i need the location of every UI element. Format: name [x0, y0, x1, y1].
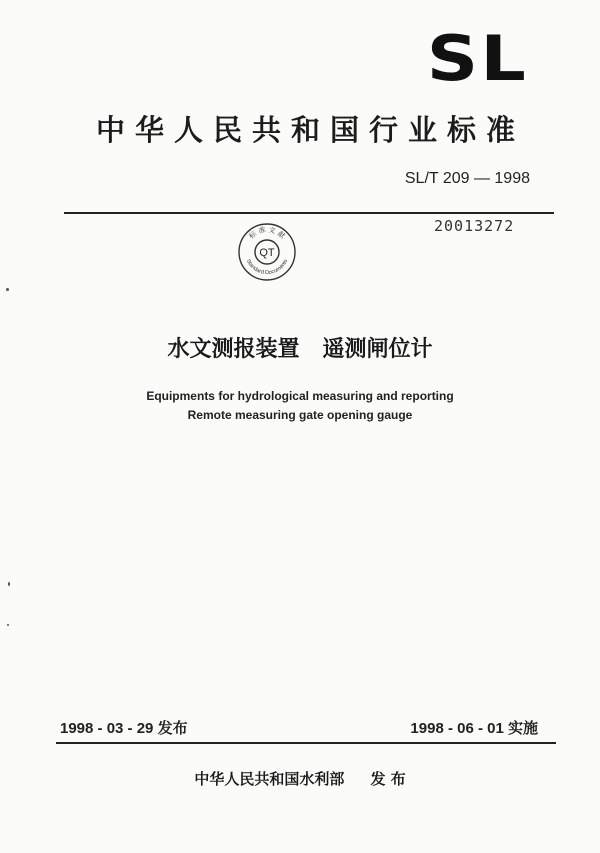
serial-number: 20013272: [434, 217, 515, 235]
seal-center-text: QT: [259, 247, 275, 259]
seal-bottom-text: Standard Documents: [244, 258, 290, 277]
organization-title: 中华人民共和国行业标准: [96, 113, 526, 147]
effective-date: 1998 - 06 - 01 实施: [410, 720, 538, 737]
issuing-authority: 中华人民共和国水利部 发 布: [194, 770, 406, 788]
standard-documents-seal-icon: [237, 222, 297, 282]
scan-speck: [7, 624, 9, 626]
standard-number: SL/T 209 — 1998: [404, 170, 530, 187]
seal-top-text: 标 准 文 献: [247, 225, 287, 241]
document-title-english-line2: Remote measuring gate opening gauge: [187, 408, 413, 422]
footer-divider: [56, 742, 556, 744]
header-divider: [64, 212, 554, 214]
issue-date: 1998 - 03 - 29 发布: [60, 720, 188, 737]
document-title-chinese: 水文测报装置 遥测闸位计: [167, 337, 433, 362]
scan-speck: [6, 288, 9, 291]
scan-speck: [8, 582, 10, 586]
sl-logo: SL: [426, 22, 528, 95]
document-title-english-line1: Equipments for hydrological measuring and reporting: [146, 389, 454, 403]
